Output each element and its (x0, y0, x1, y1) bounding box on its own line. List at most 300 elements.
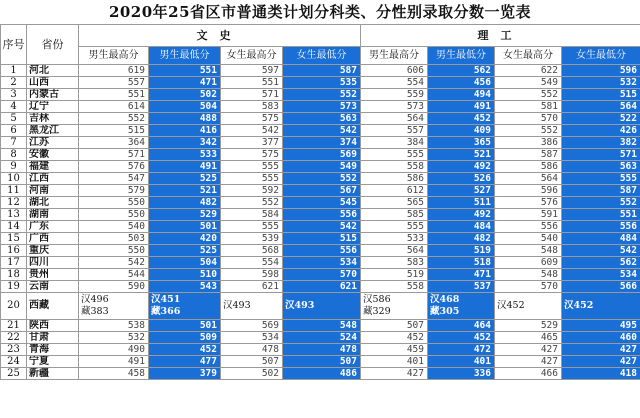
row-index: 22 (1, 332, 27, 344)
table-row (1, 77, 640, 89)
score-cell: 533 (149, 149, 221, 161)
score-cell: 484 (428, 221, 495, 233)
score-cell: 585 (361, 209, 428, 221)
score-cell: 551 (562, 209, 640, 221)
score-cell: 459 (361, 344, 428, 356)
table-row (1, 293, 640, 320)
header-col: 女生最低分 (283, 47, 361, 65)
row-province: 广东 (27, 221, 79, 233)
score-cell: 549 (495, 77, 562, 89)
score-cell: 538 (79, 320, 149, 332)
scores-table (0, 24, 640, 380)
row-province: 陕西 (27, 320, 79, 332)
table-row (1, 269, 640, 281)
score-cell: 501 (149, 320, 221, 332)
row-index: 24 (1, 356, 27, 368)
score-cell: 564 (562, 101, 640, 113)
row-index: 5 (1, 113, 27, 125)
score-cell: 342 (149, 137, 221, 149)
score-cell: 564 (361, 245, 428, 257)
score-cell: 540 (495, 233, 562, 245)
row-province: 湖北 (27, 197, 79, 209)
score-cell: 542 (79, 257, 149, 269)
table-row (1, 113, 640, 125)
score-cell: 551 (221, 77, 283, 89)
score-cell: 556 (495, 221, 562, 233)
score-line: 汉452 (497, 300, 525, 311)
score-cell: 460 (562, 332, 640, 344)
score-cell: 555 (361, 221, 428, 233)
table-row (1, 161, 640, 173)
table-row (1, 209, 640, 221)
score-cell: 466 (495, 368, 562, 380)
score-cell: 570 (495, 281, 562, 293)
score-cell: 583 (221, 101, 283, 113)
score-cell: 571 (562, 149, 640, 161)
score-cell: 576 (495, 197, 562, 209)
table-row (1, 101, 640, 113)
row-index: 13 (1, 209, 27, 221)
score-cell: 471 (428, 269, 495, 281)
score-cell: 548 (495, 269, 562, 281)
score-line: 汉493 (285, 300, 315, 311)
table-row (1, 233, 640, 245)
score-cell: 551 (79, 89, 149, 101)
score-cell: 529 (149, 209, 221, 221)
score-line: 汉496 (81, 294, 109, 305)
table-row (1, 344, 640, 356)
score-cell: 550 (79, 245, 149, 257)
score-cell (221, 293, 283, 320)
score-cell: 573 (361, 101, 428, 113)
score-cell: 619 (79, 65, 149, 77)
score-cell: 540 (79, 221, 149, 233)
score-cell: 490 (79, 344, 149, 356)
score-cell: 552 (283, 173, 361, 185)
score-cell: 559 (361, 89, 428, 101)
score-cell: 552 (221, 197, 283, 209)
score-cell: 548 (495, 245, 562, 257)
score-cell: 427 (495, 356, 562, 368)
header-row-columns (1, 47, 640, 65)
score-cell: 503 (79, 233, 149, 245)
score-cell: 510 (149, 269, 221, 281)
score-cell: 555 (562, 173, 640, 185)
table-row (1, 281, 640, 293)
page-title: 2020年25省区市普通类计划分科类、分性别录取分数一览表 (108, 3, 532, 21)
score-cell: 482 (428, 233, 495, 245)
score-cell: 539 (221, 233, 283, 245)
score-cell (283, 293, 361, 320)
row-index: 9 (1, 161, 27, 173)
table-row (1, 332, 640, 344)
score-cell: 521 (428, 149, 495, 161)
score-cell: 486 (283, 368, 361, 380)
score-cell (79, 293, 149, 320)
score-cell: 535 (283, 77, 361, 89)
row-province: 黑龙江 (27, 125, 79, 137)
row-province: 青海 (27, 344, 79, 356)
header-col: 男生最高分 (79, 47, 149, 65)
row-province: 河北 (27, 65, 79, 77)
score-cell (149, 293, 221, 320)
score-cell: 502 (221, 368, 283, 380)
score-line: 藏366 (151, 306, 181, 317)
row-index: 25 (1, 368, 27, 380)
score-cell: 492 (428, 161, 495, 173)
score-cell: 427 (562, 344, 640, 356)
score-line: 汉586 (363, 294, 391, 305)
header-col: 男生最高分 (361, 47, 428, 65)
score-cell: 515 (283, 233, 361, 245)
header-group-ligong: 理工 (361, 25, 640, 47)
score-cell: 452 (361, 332, 428, 344)
score-cell: 547 (79, 173, 149, 185)
score-cell: 576 (79, 161, 149, 173)
score-cell: 382 (562, 137, 640, 149)
row-index: 17 (1, 257, 27, 269)
table-row (1, 356, 640, 368)
score-cell: 527 (428, 185, 495, 197)
row-index: 21 (1, 320, 27, 332)
row-index: 10 (1, 173, 27, 185)
row-province: 福建 (27, 161, 79, 173)
score-cell: 555 (221, 221, 283, 233)
score-cell: 558 (361, 281, 428, 293)
score-cell: 420 (149, 233, 221, 245)
table-row (1, 245, 640, 257)
row-index: 6 (1, 125, 27, 137)
score-cell: 569 (221, 320, 283, 332)
score-cell: 586 (361, 173, 428, 185)
table-row (1, 320, 640, 332)
score-cell: 488 (149, 113, 221, 125)
score-cell: 564 (495, 173, 562, 185)
score-cell: 573 (283, 101, 361, 113)
score-cell: 374 (283, 137, 361, 149)
score-cell: 478 (221, 344, 283, 356)
score-cell: 515 (79, 125, 149, 137)
header-index: 序号 (1, 25, 27, 65)
row-index: 12 (1, 197, 27, 209)
score-cell: 495 (562, 320, 640, 332)
score-cell: 591 (495, 209, 562, 221)
row-province: 云南 (27, 281, 79, 293)
row-index: 15 (1, 233, 27, 245)
score-cell: 555 (221, 173, 283, 185)
score-cell: 556 (283, 209, 361, 221)
score-cell: 401 (428, 356, 495, 368)
table-row (1, 368, 640, 380)
table-row (1, 65, 640, 77)
score-cell: 482 (149, 197, 221, 209)
row-province: 贵州 (27, 269, 79, 281)
score-cell: 456 (428, 77, 495, 89)
score-cell: 592 (221, 185, 283, 197)
score-cell: 598 (221, 269, 283, 281)
score-cell: 590 (79, 281, 149, 293)
header-col: 女生最高分 (495, 47, 562, 65)
score-cell: 477 (149, 356, 221, 368)
score-cell: 484 (562, 233, 640, 245)
header-col: 女生最高分 (221, 47, 283, 65)
row-province: 河南 (27, 185, 79, 197)
row-index: 19 (1, 281, 27, 293)
score-cell: 562 (428, 65, 495, 77)
score-cell: 554 (361, 77, 428, 89)
score-cell: 526 (428, 173, 495, 185)
row-province: 安徽 (27, 149, 79, 161)
score-cell: 416 (149, 125, 221, 137)
score-cell: 519 (361, 269, 428, 281)
score-cell: 563 (562, 161, 640, 173)
score-cell: 552 (283, 89, 361, 101)
score-cell: 555 (361, 149, 428, 161)
score-cell: 609 (495, 257, 562, 269)
score-cell: 491 (79, 356, 149, 368)
score-cell: 452 (428, 113, 495, 125)
score-cell: 554 (221, 257, 283, 269)
score-cell: 552 (79, 113, 149, 125)
row-province: 湖南 (27, 209, 79, 221)
score-cell (428, 293, 495, 320)
row-index: 20 (1, 293, 27, 320)
score-cell: 570 (283, 269, 361, 281)
row-index: 14 (1, 221, 27, 233)
score-cell: 525 (149, 173, 221, 185)
score-cell: 518 (428, 257, 495, 269)
row-index: 18 (1, 269, 27, 281)
score-cell: 472 (428, 344, 495, 356)
score-cell: 542 (283, 125, 361, 137)
score-cell: 458 (79, 368, 149, 380)
score-cell: 525 (149, 245, 221, 257)
header-province: 省份 (27, 25, 79, 65)
score-cell: 569 (283, 149, 361, 161)
score-cell: 533 (361, 233, 428, 245)
score-cell: 587 (283, 65, 361, 77)
row-province: 山西 (27, 77, 79, 89)
score-cell: 548 (283, 320, 361, 332)
score-cell: 492 (428, 209, 495, 221)
score-cell: 564 (361, 113, 428, 125)
header-row-groups (1, 25, 640, 47)
score-cell: 549 (283, 161, 361, 173)
score-line: 藏383 (81, 306, 109, 317)
score-cell: 587 (562, 185, 640, 197)
score-cell: 579 (79, 185, 149, 197)
row-province: 江苏 (27, 137, 79, 149)
score-cell: 542 (562, 245, 640, 257)
score-cell: 532 (79, 332, 149, 344)
score-cell: 409 (428, 125, 495, 137)
row-province: 新疆 (27, 368, 79, 380)
score-cell: 557 (79, 77, 149, 89)
score-cell: 568 (221, 245, 283, 257)
score-cell: 556 (562, 221, 640, 233)
score-cell: 621 (283, 281, 361, 293)
score-cell: 571 (79, 149, 149, 161)
table-body (1, 65, 640, 380)
row-index: 8 (1, 149, 27, 161)
score-cell: 556 (283, 245, 361, 257)
score-cell: 529 (495, 320, 562, 332)
table-row (1, 149, 640, 161)
score-cell: 427 (361, 368, 428, 380)
score-cell: 515 (562, 89, 640, 101)
row-province: 广西 (27, 233, 79, 245)
score-cell: 504 (149, 101, 221, 113)
score-cell: 465 (495, 332, 562, 344)
score-cell: 575 (221, 149, 283, 161)
score-line: 藏305 (430, 306, 460, 317)
score-cell: 545 (283, 197, 361, 209)
row-index: 1 (1, 65, 27, 77)
score-cell: 552 (562, 197, 640, 209)
score-cell: 567 (283, 185, 361, 197)
score-cell: 575 (221, 113, 283, 125)
score-cell: 534 (221, 332, 283, 344)
score-cell: 542 (221, 125, 283, 137)
row-index: 3 (1, 89, 27, 101)
row-index: 2 (1, 77, 27, 89)
score-cell: 504 (149, 257, 221, 269)
score-cell: 532 (562, 77, 640, 89)
score-cell: 551 (149, 65, 221, 77)
row-index: 16 (1, 245, 27, 257)
score-line: 汉451 (151, 294, 181, 305)
score-cell: 552 (495, 125, 562, 137)
score-cell: 581 (495, 101, 562, 113)
table-row (1, 125, 640, 137)
score-cell: 622 (495, 65, 562, 77)
score-cell: 377 (221, 137, 283, 149)
score-line: 汉452 (564, 300, 594, 311)
score-cell: 478 (283, 344, 361, 356)
score-cell (562, 293, 640, 320)
row-index: 4 (1, 101, 27, 113)
score-cell: 521 (149, 185, 221, 197)
score-cell: 427 (495, 344, 562, 356)
score-cell: 426 (562, 125, 640, 137)
score-cell: 519 (428, 245, 495, 257)
score-cell: 596 (562, 65, 640, 77)
score-cell: 543 (149, 281, 221, 293)
score-cell: 606 (361, 65, 428, 77)
score-cell: 464 (428, 320, 495, 332)
row-province: 内蒙古 (27, 89, 79, 101)
row-province: 辽宁 (27, 101, 79, 113)
score-cell: 401 (361, 356, 428, 368)
table-row (1, 173, 640, 185)
row-province: 重庆 (27, 245, 79, 257)
score-cell: 491 (428, 101, 495, 113)
row-province: 吉林 (27, 113, 79, 125)
score-cell: 552 (495, 89, 562, 101)
table-row (1, 257, 640, 269)
score-cell: 494 (428, 89, 495, 101)
table-row (1, 185, 640, 197)
row-province: 西藏 (27, 293, 79, 320)
score-cell: 524 (283, 332, 361, 344)
score-cell: 534 (283, 257, 361, 269)
score-cell: 507 (361, 320, 428, 332)
score-cell: 336 (428, 368, 495, 380)
score-cell: 571 (221, 89, 283, 101)
score-cell: 384 (361, 137, 428, 149)
score-cell: 386 (495, 137, 562, 149)
score-cell: 544 (79, 269, 149, 281)
score-cell (361, 293, 428, 320)
header-col: 男生最低分 (149, 47, 221, 65)
score-cell: 427 (562, 356, 640, 368)
score-cell: 555 (221, 161, 283, 173)
score-cell: 614 (79, 101, 149, 113)
score-cell: 550 (79, 197, 149, 209)
score-cell: 491 (149, 161, 221, 173)
score-cell: 509 (149, 332, 221, 344)
score-cell: 542 (283, 221, 361, 233)
score-cell: 522 (562, 113, 640, 125)
score-line: 藏329 (363, 306, 391, 317)
header-group-wenshi: 文史 (79, 25, 361, 47)
score-cell: 379 (149, 368, 221, 380)
row-index: 7 (1, 137, 27, 149)
score-cell: 365 (428, 137, 495, 149)
score-cell: 597 (221, 65, 283, 77)
score-line: 汉493 (223, 300, 251, 311)
score-cell: 562 (562, 257, 640, 269)
row-index: 23 (1, 344, 27, 356)
score-cell: 452 (149, 344, 221, 356)
score-cell: 612 (361, 185, 428, 197)
score-cell: 583 (361, 257, 428, 269)
header-col: 男生最低分 (428, 47, 495, 65)
score-cell: 452 (428, 332, 495, 344)
score-cell: 558 (361, 161, 428, 173)
score-cell: 570 (495, 113, 562, 125)
score-cell: 563 (283, 113, 361, 125)
score-cell: 364 (79, 137, 149, 149)
score-line: 汉468 (430, 294, 460, 305)
score-cell: 550 (79, 209, 149, 221)
score-cell: 501 (149, 221, 221, 233)
score-cell (495, 293, 562, 320)
score-cell: 565 (361, 197, 428, 209)
score-cell: 507 (283, 356, 361, 368)
row-province: 甘肃 (27, 332, 79, 344)
score-cell: 511 (428, 197, 495, 209)
score-cell: 507 (221, 356, 283, 368)
score-cell: 566 (562, 281, 640, 293)
score-cell: 586 (495, 161, 562, 173)
score-cell: 534 (562, 269, 640, 281)
row-province: 江西 (27, 173, 79, 185)
score-cell: 502 (149, 89, 221, 101)
table-row (1, 197, 640, 209)
table-row (1, 89, 640, 101)
score-cell: 557 (361, 125, 428, 137)
header-col: 女生最低分 (562, 47, 640, 65)
score-cell: 471 (149, 77, 221, 89)
score-cell: 621 (221, 281, 283, 293)
score-cell: 418 (562, 368, 640, 380)
table-row (1, 137, 640, 149)
score-cell: 584 (221, 209, 283, 221)
row-province: 宁夏 (27, 356, 79, 368)
score-cell: 587 (495, 149, 562, 161)
row-index: 11 (1, 185, 27, 197)
